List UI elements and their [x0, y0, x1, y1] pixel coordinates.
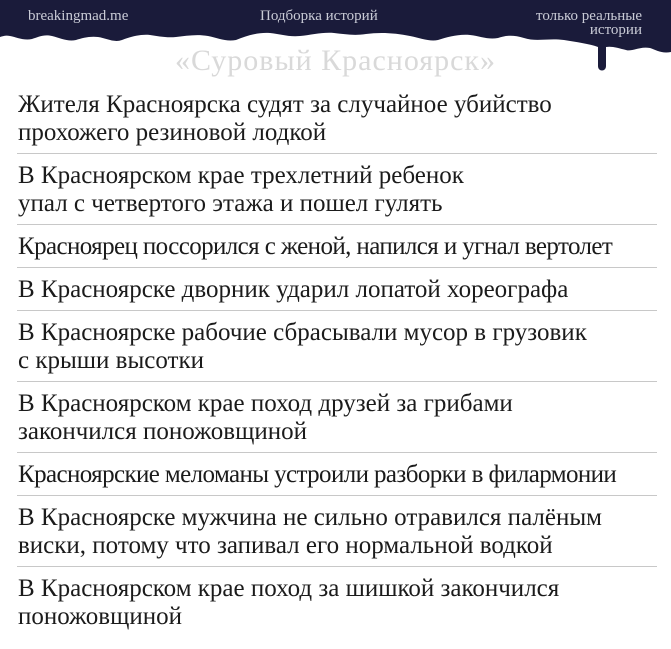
section-label: Подборка историй [260, 8, 378, 24]
story-list [17, 83, 657, 637]
story-item: В Красноярском крае поход друзей за грибами закончился поножовщиной [17, 381, 657, 452]
story-item: Жителя Красноярска судят за случайное убийство прохожего резиновой лодкой [18, 91, 552, 146]
story-item: В Красноярском крае трехлетний ребенок упал с четвертого этажа и пошел гулять [17, 153, 657, 224]
collection-title: «Суровый Красноярск» [175, 44, 496, 77]
story-item: Красноярские меломаны устроили разборки в филармонии [17, 452, 657, 495]
tagline: только реальные истории [536, 8, 642, 38]
site-name: breakingmad.me [28, 8, 129, 24]
story-item: В Красноярском крае поход за шишкой закончился поножовщиной [17, 566, 657, 637]
story-item: В Красноярске дворник ударил лопатой хореографа [17, 267, 657, 310]
story-item: Красноярец поссорился с женой, напился и угнал вертолет [17, 224, 657, 267]
story-item: В Красноярске мужчина не сильно отравился палёным виски, потому что запивал его нормальной водкой [17, 495, 657, 566]
header-band [0, 0, 671, 80]
story-item: В Красноярске рабочие сбрасывали мусор в грузовик с крыши высотки [17, 310, 657, 381]
